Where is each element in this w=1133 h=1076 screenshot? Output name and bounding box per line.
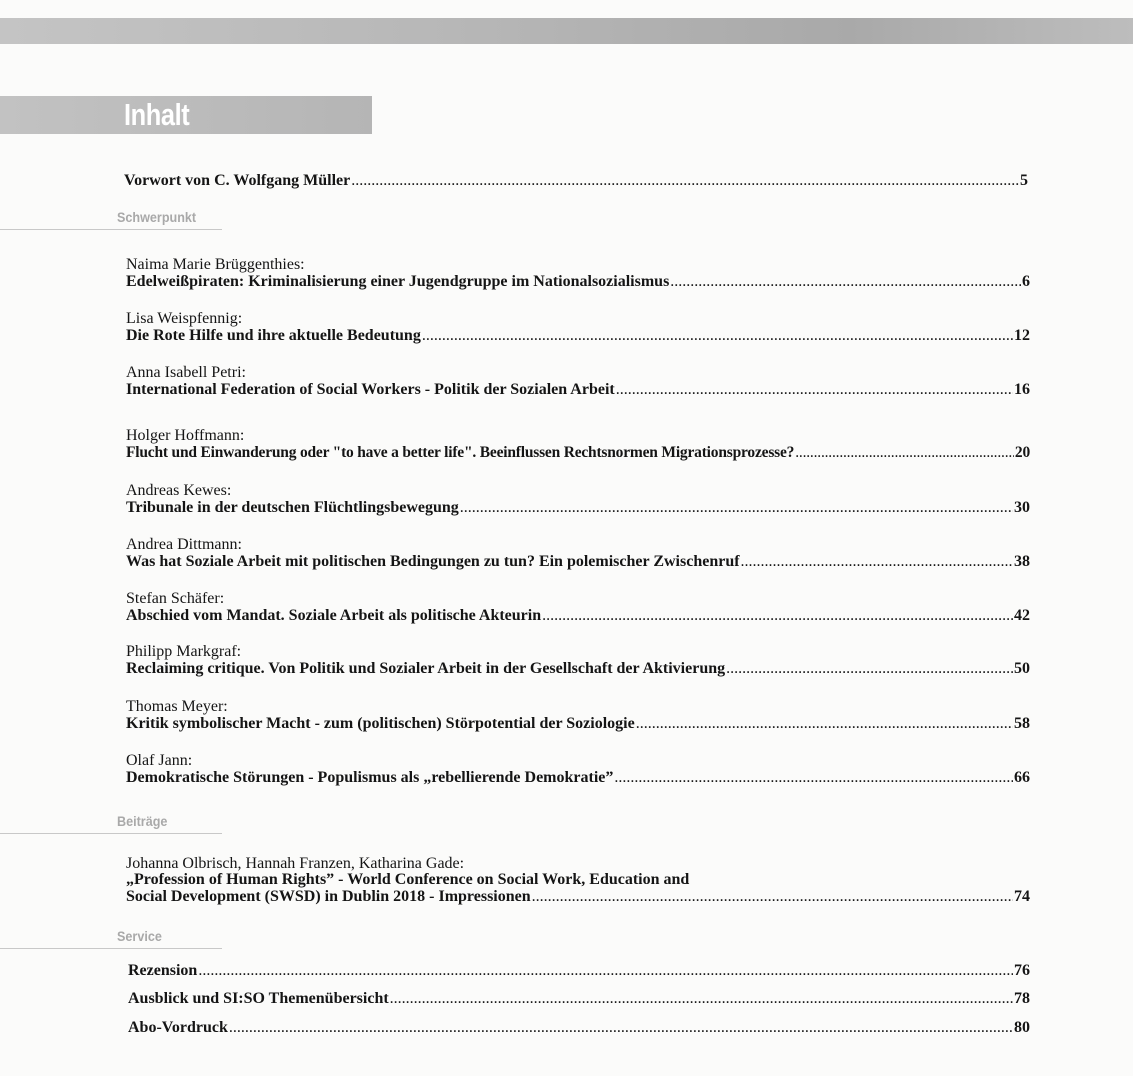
- page-number: 74: [1014, 888, 1030, 905]
- toc-entry-service[interactable]: [128, 962, 1030, 979]
- entry-title: Vorwort von C. Wolfgang Müller: [124, 172, 351, 189]
- leader-dots: [616, 381, 1013, 398]
- leader-dots: [542, 607, 1013, 624]
- entry-title: Die Rote Hilfe und ihre aktuelle Bedeutung: [126, 327, 421, 344]
- page-number: 6: [1022, 273, 1030, 290]
- top-decorative-band: [0, 18, 1133, 44]
- page-number: 58: [1014, 715, 1030, 732]
- leader-dots: [229, 1019, 1013, 1036]
- leader-dots: [636, 715, 1013, 732]
- page-number: 30: [1014, 499, 1030, 516]
- entry-title: Tribunale in der deutschen Flüchtlingsbewegung: [126, 499, 459, 516]
- toc-entry[interactable]: [126, 644, 1030, 677]
- toc-entry-contribution[interactable]: [126, 856, 1030, 905]
- page-title: Inhalt: [124, 97, 190, 132]
- entry-title-line1: „Profession of Human Rights” - World Conference on Social Work, Education and: [126, 871, 690, 888]
- toc-entry-service[interactable]: [128, 990, 1030, 1007]
- entry-author: Lisa Weispfennig:: [126, 310, 243, 327]
- toc-entry[interactable]: [126, 311, 1030, 344]
- entry-title: Ausblick und SI:SO Themenübersicht: [128, 990, 389, 1007]
- entry-author: Andreas Kewes:: [126, 482, 232, 499]
- entry-author: Thomas Meyer:: [126, 698, 228, 715]
- section-label-schwerpunkt: Schwerpunkt: [0, 208, 222, 230]
- entry-title: Rezension: [128, 962, 198, 979]
- leader-dots: [726, 660, 1013, 677]
- leader-dots: [795, 444, 1014, 461]
- page-number: 80: [1014, 1019, 1030, 1036]
- entry-title: Flucht und Einwanderung oder "to have a better life". Beeinflussen Rechtsnormen Migrationsprozesse?: [126, 444, 795, 461]
- entry-title: International Federation of Social Workers - Politik der Sozialen Arbeit: [126, 381, 615, 398]
- leader-dots: [532, 888, 1013, 905]
- page-number: 12: [1014, 327, 1030, 344]
- entry-author: Anna Isabell Petri:: [126, 364, 246, 381]
- toc-entry-foreword[interactable]: [124, 172, 1028, 189]
- page-number: 66: [1014, 769, 1030, 786]
- section-label-beitraege: Beiträge: [0, 812, 222, 834]
- toc-entry[interactable]: [126, 753, 1030, 786]
- leader-dots: [614, 769, 1013, 786]
- leader-dots: [198, 962, 1013, 979]
- entry-author: Holger Hoffmann:: [126, 427, 245, 444]
- leader-dots: [741, 553, 1013, 570]
- section-label-service: Service: [0, 927, 222, 949]
- entry-author: Johanna Olbrisch, Hannah Franzen, Katharina Gade:: [126, 855, 465, 872]
- entry-title: Reclaiming critique. Von Politik und Sozialer Arbeit in der Gesellschaft der Aktivierung: [126, 660, 726, 677]
- page-number: 50: [1014, 660, 1030, 677]
- entry-author: Philipp Markgraf:: [126, 643, 242, 660]
- page-number: 38: [1014, 553, 1030, 570]
- toc-entry[interactable]: [126, 257, 1030, 290]
- entry-author: Naima Marie Brüggenthies:: [126, 256, 305, 273]
- page-number: 78: [1014, 990, 1030, 1007]
- toc-entry[interactable]: [126, 699, 1030, 732]
- leader-dots: [460, 499, 1013, 516]
- leader-dots: [670, 273, 1021, 290]
- entry-author: Olaf Jann:: [126, 752, 193, 769]
- page-number: 5: [1020, 172, 1028, 189]
- entry-title: Was hat Soziale Arbeit mit politischen Bedingungen zu tun? Ein polemischer Zwischenruf: [126, 553, 740, 570]
- entry-title-line2: Social Development (SWSD) in Dublin 2018 - Impressionen: [126, 888, 531, 905]
- toc-entry-service[interactable]: [128, 1019, 1030, 1036]
- leader-dots: [351, 172, 1019, 189]
- toc-entry[interactable]: [126, 483, 1030, 516]
- leader-dots: [390, 990, 1013, 1007]
- toc-entry[interactable]: [126, 428, 1030, 461]
- entry-title: Abschied vom Mandat. Soziale Arbeit als politische Akteurin: [126, 607, 542, 624]
- entry-title: Abo-Vordruck: [128, 1019, 228, 1036]
- entry-title: Edelweißpiraten: Kriminalisierung einer Jugendgruppe im Nationalsozialismus: [126, 273, 670, 290]
- toc-entry[interactable]: [126, 591, 1030, 624]
- toc-entry[interactable]: [126, 537, 1030, 570]
- entry-author: Andrea Dittmann:: [126, 536, 242, 553]
- entry-title: Demokratische Störungen - Populismus als „rebellierende Demokratie”: [126, 769, 614, 786]
- entry-title: Kritik symbolischer Macht - zum (politischen) Störpotential der Soziologie: [126, 715, 635, 732]
- leader-dots: [422, 327, 1013, 344]
- page-number: 16: [1014, 381, 1030, 398]
- page-number: 42: [1014, 607, 1030, 624]
- toc-entry[interactable]: [126, 365, 1030, 398]
- entry-author: Stefan Schäfer:: [126, 590, 225, 607]
- page-number: 76: [1014, 962, 1030, 979]
- page-number: 20: [1014, 444, 1030, 461]
